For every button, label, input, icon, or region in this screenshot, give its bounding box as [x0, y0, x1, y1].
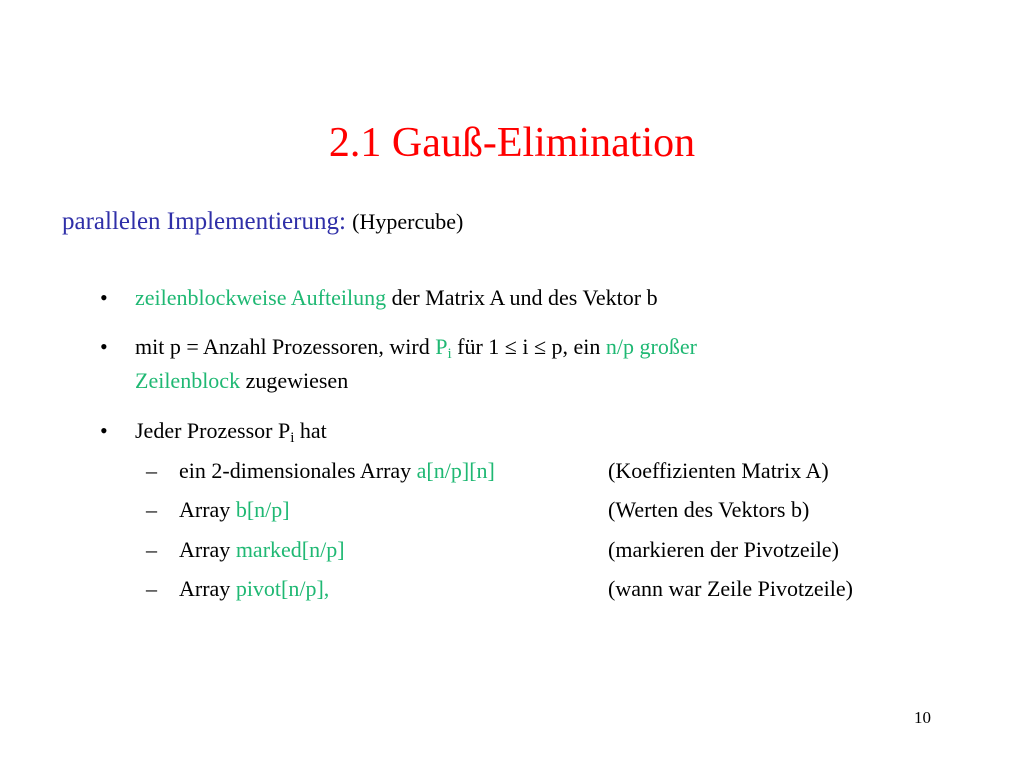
slide-title: 2.1 Gauß-Elimination [328, 120, 696, 166]
bullet-block-size: n/p großer [605, 334, 697, 359]
dash-marker: – [146, 537, 157, 562]
bullet-processor: P [435, 334, 448, 359]
bullet-marker: • [100, 334, 108, 359]
sub-item-note: (Koeffizienten Matrix A) [608, 458, 829, 483]
sub-item-text [179, 495, 290, 525]
sub-item-text [179, 456, 495, 486]
bullet-line2-rest: zugewiesen [240, 368, 349, 393]
sub-item-code: pivot[n/p], [235, 576, 330, 601]
bullet-text-rest: hat [294, 418, 327, 443]
sub-item-code: a[n/p][n] [416, 458, 495, 483]
subtitle-colon: : [338, 208, 346, 235]
bullet-part1: mit p = Anzahl Prozessoren, wird [135, 334, 436, 359]
sub-item-prefix: Array [179, 497, 236, 522]
bullet-marker: • [100, 285, 108, 310]
sub-item-code: marked[n/p] [235, 537, 345, 562]
bullet-zeilenblock: Zeilenblock [135, 368, 241, 393]
subtitle-main: parallelen Implementierung [62, 208, 339, 235]
dash-marker: – [146, 458, 157, 483]
sub-item-text [179, 535, 345, 565]
sub-item-prefix: Array [179, 576, 236, 601]
dash-marker: – [146, 576, 157, 601]
subtitle-paren: (Hypercube) [352, 209, 464, 234]
sub-item-code: b[n/p] [235, 497, 290, 522]
bullet-text [135, 283, 658, 313]
bullet-marker: • [100, 418, 108, 443]
bullet-processor-sub: i [447, 346, 452, 362]
dash-marker: – [146, 497, 157, 522]
sub-item-prefix: ein 2-dimensionales Array [179, 458, 417, 483]
bullet-text [135, 366, 348, 396]
sub-item-note: (wann war Zeile Pivotzeile) [608, 576, 853, 601]
sub-item-note: (Werten des Vektors b) [608, 497, 810, 522]
bullet-text [135, 332, 697, 362]
slide-subtitle [62, 205, 463, 239]
page-number: 10 [914, 708, 931, 727]
bullet-text-sub: i [290, 430, 295, 446]
bullet-highlight: zeilenblockweise Aufteilung [135, 285, 387, 310]
bullet-text [135, 416, 327, 446]
sub-item-prefix: Array [179, 537, 236, 562]
bullet-part2: für 1 ≤ i ≤ p, ein [451, 334, 606, 359]
bullet-rest: der Matrix A und des Vektor b [386, 285, 658, 310]
sub-item-text [179, 574, 329, 604]
sub-item-note: (markieren der Pivotzeile) [608, 537, 839, 562]
bullet-text-main: Jeder Prozessor P [135, 418, 291, 443]
